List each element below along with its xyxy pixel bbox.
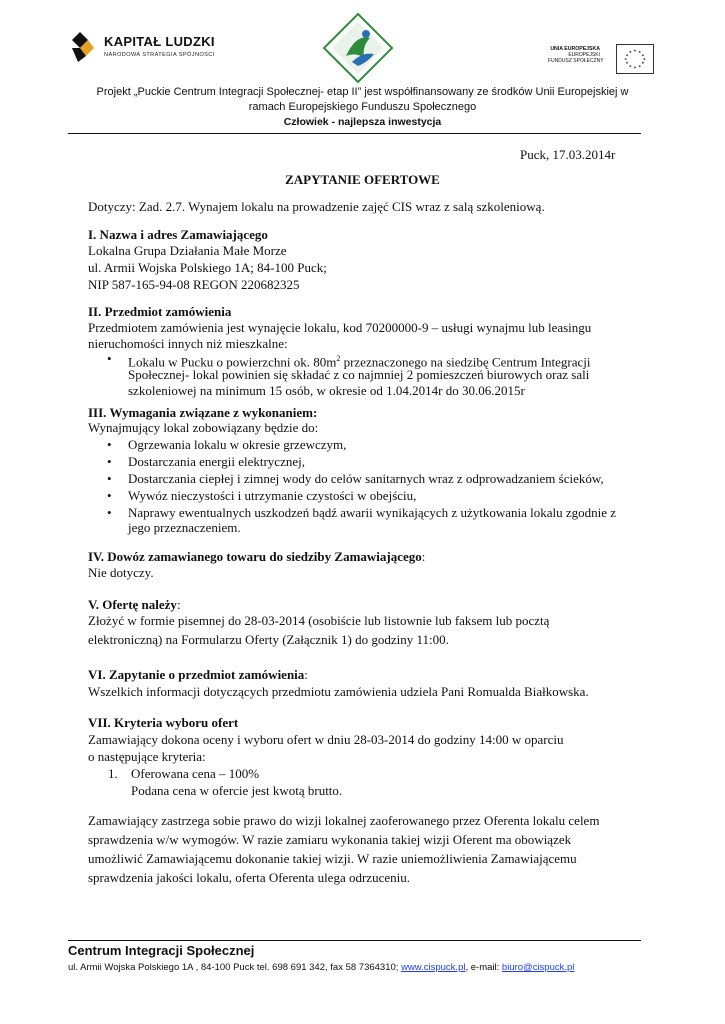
footer-address: ul. Armii Wojska Polskiego 1A , 84-100 Puck tel. 698 691 342, fax 58 7364310;: [68, 962, 402, 973]
bullet-icon: •: [107, 437, 112, 452]
footer-title: Centrum Integracji Społecznej: [68, 943, 255, 958]
project-line-1: Projekt „Puckie Centrum Integracji Społecznej- etap II” jest współfinansowany ze środków Unii Europejskiej w: [96, 86, 629, 98]
email-link[interactable]: biuro@cispuck.pl: [501, 962, 575, 973]
section-7-heading: VII. Kryteria wyboru ofert: [88, 715, 239, 730]
section-4-line-1: Nie dotyczy.: [88, 565, 154, 580]
bullet-icon: •: [107, 488, 112, 503]
eu-logo: [548, 44, 653, 78]
criterion-1-note: Podana cena w ofercie jest kwotą brutto.: [131, 783, 343, 798]
section-2-bullet-1-line-2: Społecznej- lokal powinien się składać z co najmniej 2 pomieszczeń biurowych oraz sali: [128, 367, 590, 382]
criterion-1: Oferowana cena – 100%: [131, 766, 260, 781]
kapital-ludzki-icon: [70, 30, 96, 64]
section-6-heading: VI. Zapytanie o przedmiot zamówienia:: [88, 667, 308, 682]
section-2-line-2: nieruchomości innych niż mieszkalne:: [88, 336, 288, 351]
document-date: Puck, 17.03.2014r: [520, 147, 616, 162]
bullet-icon: •: [107, 505, 112, 520]
list-number: 1.: [108, 766, 118, 781]
list-item-continuation: jego przeznaczeniem.: [128, 520, 241, 535]
section-2-bullet-1: Lokalu w Pucku o powierzchni ok. $80m^2$ przeznaczonego na siedzibę Centrum Integracji: [128, 354, 591, 370]
orderer-name: Lokalna Grupa Działania Małe Morze: [88, 243, 287, 258]
section-5-line-2: elektroniczną) na Formularzu Oferty (Załącznik 1) do godziny 11:00.: [88, 632, 449, 647]
kapital-ludzki-logo: [70, 28, 220, 72]
subject-line: Dotyczy: Zad. 2.7. Wynajem lokalu na prowadzenie zajęć CIS wraz z salą szkoleniową.: [88, 199, 545, 214]
section-2-line-1: Przedmiotem zamówienia jest wynajęcie lokalu, kod 70200000-9 – usługi wynajmu lub leasingu: [88, 320, 592, 335]
final-line-2: sprawdzenia w/w wymogów. W razie zamiaru wykonania takiej wizji Oferent ma obowiązek: [88, 832, 572, 847]
footer-separator: , e-mail:: [465, 962, 502, 973]
section-5-line-1: Złożyć w formie pisemnej do 28-03-2014 (osobiście lub listownie lub faksem lub pocztą: [88, 613, 550, 628]
eu-line3: FUNDUSZ SPOŁECZNY: [548, 58, 604, 64]
eu-line2: EUROPEJSKI: [568, 52, 600, 58]
bullet-icon: •: [107, 471, 112, 486]
list-item: Wywóz nieczystości i utrzymanie czystości w obejściu,: [128, 488, 417, 503]
kl-title: KAPITAŁ LUDZKI: [104, 34, 215, 49]
section-4-heading: IV. Dowóz zamawianego towaru do siedziby Zamawiającego:: [88, 549, 426, 564]
section-3-intro: Wynajmujący lokal zobowiązany będzie do:: [88, 420, 319, 435]
list-item: Naprawy ewentualnych uszkodzeń bądź awarii wynikających z użytkowania lokalu zgodnie z: [128, 505, 617, 520]
website-link[interactable]: www.cispuck.pl: [401, 962, 466, 973]
document-title: ZAPYTANIE OFERTOWE: [285, 172, 440, 187]
section-6-line-1: Wszelkich informacji dotyczących przedmiotu zamówienia udziela Pani Romualda Białkowska.: [88, 684, 589, 699]
eu-flag-icon: [616, 44, 654, 74]
orderer-ids: NIP 587-165-94-08 REGON 220682325: [88, 277, 300, 292]
footer-divider: [68, 940, 641, 941]
bullet-icon: •: [107, 454, 112, 469]
cis-logo: [322, 12, 394, 84]
list-item: Dostarczania energii elektrycznej,: [128, 454, 305, 469]
footer-contact: [68, 962, 574, 973]
section-3-heading: III. Wymagania związane z wykonaniem:: [88, 405, 318, 420]
list-item: Dostarczania ciepłej i zimnej wody do celów sanitarnych wraz z odprowadzaniem ścieków,: [128, 471, 604, 486]
page-header: [0, 0, 725, 140]
section-7-line-1: Zamawiający dokona oceny i wyboru ofert w dniu 28-03-2014 do godziny 14:00 w oparciu: [88, 732, 564, 747]
final-line-1: Zamawiający zastrzega sobie prawo do wizji lokalnej zaoferowanego przez Oferenta lokalu celem: [88, 813, 600, 828]
superscript: 2: [336, 354, 341, 363]
section-2-heading: II. Przedmiot zamówienia: [88, 304, 232, 319]
header-divider: [68, 133, 641, 134]
eu-line1: UNIA EUROPEJSKA: [550, 46, 600, 52]
final-line-4: sprawdzenia jakości lokalu, oferta Oferenta ulega odrzuceniu.: [88, 870, 410, 885]
project-line-2: ramach Europejskiego Funduszu Społecznego: [248, 101, 477, 113]
orderer-address: ul. Armii Wojska Polskiego 1A; 84-100 Puck;: [88, 260, 327, 275]
section-2-bullet-1-line-3: szkoleniowej na minimum 15 osób, w okresie od 1.04.2014r do 30.06.2015r: [128, 383, 525, 398]
bullet-icon: •: [107, 351, 112, 366]
kl-subtitle: NARODOWA STRATEGIA SPÓJNOŚCI: [104, 52, 215, 58]
list-item: Ogrzewania lokalu w okresie grzewczym,: [128, 437, 347, 452]
project-line-3: Człowiek - najlepsza inwestycja: [283, 116, 442, 128]
section-7-line-2: o następujące kryteria:: [88, 749, 206, 764]
final-line-3: umożliwić Zamawiającemu dokonanie takiej wizji. W razie uniemożliwienia Zamawiającemu: [88, 851, 577, 866]
section-1-heading: I. Nazwa i adres Zamawiającego: [88, 227, 268, 242]
section-5-heading: V. Ofertę należy:: [88, 597, 181, 612]
